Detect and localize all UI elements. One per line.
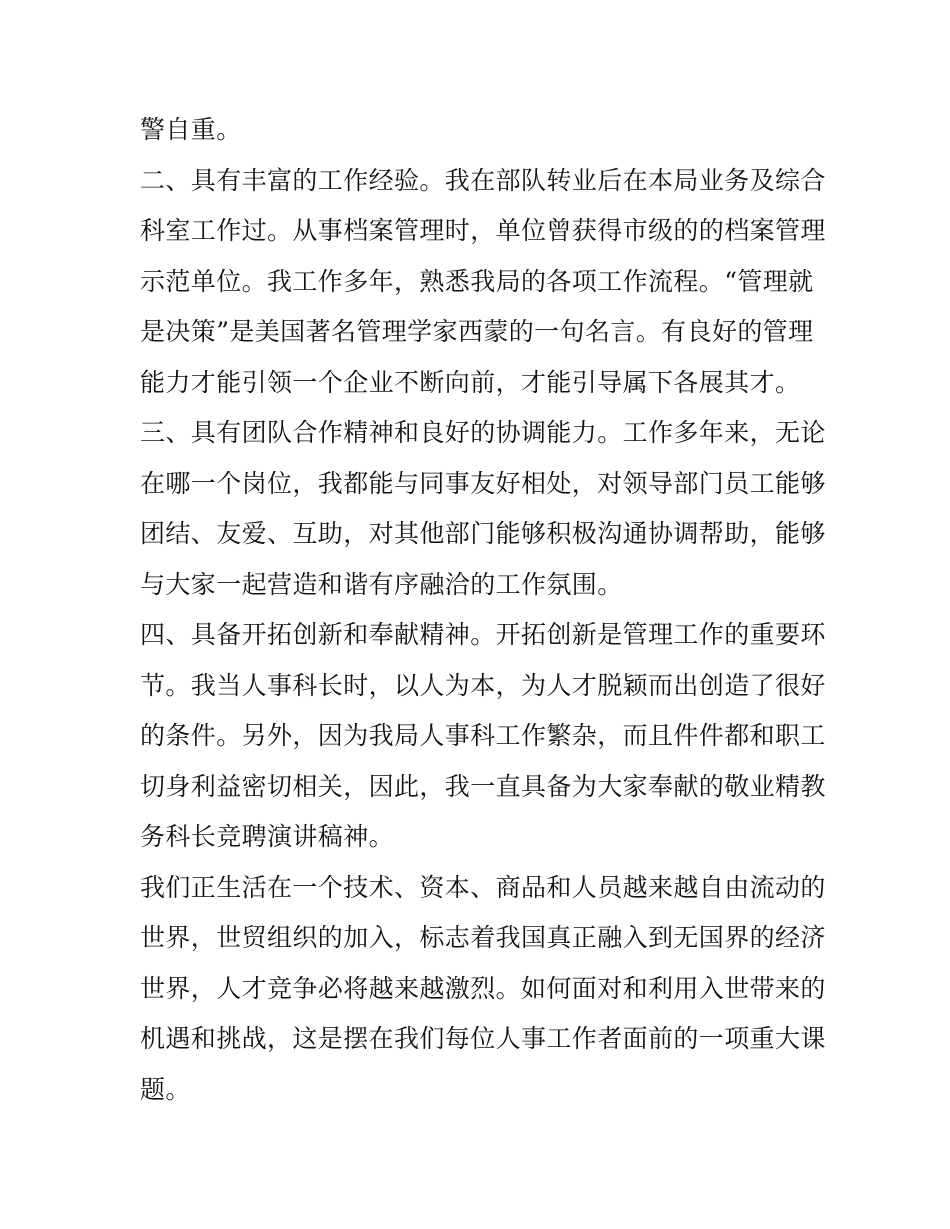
text-line: 三、具有团队合作精神和良好的协调能力。工作多年来，无论 [140,418,826,447]
text-line: 的条件。另外，因为我局人事科工作繁杂，而且件件都和职工 [140,721,826,750]
text-line: 四、具备开拓创新和奉献精神。开拓创新是管理工作的重要环 [140,620,826,649]
text-line: 团结、友爱、互助，对其他部门能够积极沟通协调帮助，能够 [140,519,826,548]
text-line: 警自重。 [140,115,242,144]
text-line: 与大家一起营造和谐有序融洽的工作氛围。 [140,570,623,599]
text-line: 机遇和挑战，这是摆在我们每位人事工作者面前的一项重大课 [140,1024,826,1053]
text-line: 是决策”是美国著名管理学家西蒙的一句名言。有良好的管理 [140,317,814,346]
text-line: 能力才能引领一个企业不断向前，才能引导属下各展其才。 [140,368,801,397]
text-line: 务科长竞聘演讲稿神。 [140,822,395,851]
text-line: 节。我当人事科长时，以人为本，为人才脱颖而出创造了很好 [140,671,826,700]
text-line: 题。 [140,1075,191,1104]
text-line: 示范单位。我工作多年，熟悉我局的各项工作流程。“管理就 [140,267,814,296]
text-line: 科室工作过。从事档案管理时，单位曾获得市级的的档案管理 [140,216,826,245]
text-line: 在哪一个岗位，我都能与同事友好相处，对领导部门员工能够 [140,469,826,498]
text-line: 切身利益密切相关，因此，我一直具备为大家奉献的敬业精教 [140,772,826,801]
text-line: 世界，人才竞争必将越来越激烈。如何面对和利用入世带来的 [140,974,826,1003]
text-line: 世界，世贸组织的加入，标志着我国真正融入到无国界的经济 [140,923,826,952]
text-line: 二、具有丰富的工作经验。我在部队转业后在本局业务及综合 [140,166,826,195]
text-line: 我们正生活在一个技术、资本、商品和人员越来越自由流动的 [140,873,826,902]
